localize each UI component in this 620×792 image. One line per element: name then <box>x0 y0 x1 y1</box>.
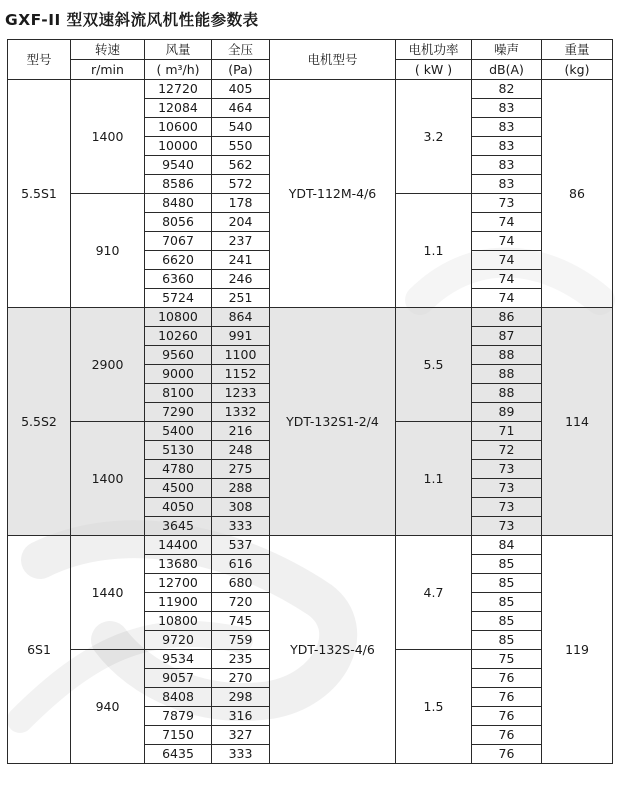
pressure-cell: 680 <box>212 574 270 593</box>
noise-cell: 86 <box>472 308 542 327</box>
airflow-cell: 8100 <box>145 384 212 403</box>
airflow-cell: 5400 <box>145 422 212 441</box>
noise-cell: 83 <box>472 156 542 175</box>
power-cell: 4.7 <box>396 536 472 650</box>
pressure-cell: 1332 <box>212 403 270 422</box>
model-cell: 5.5S2 <box>8 308 71 536</box>
speed-cell: 910 <box>71 194 145 308</box>
airflow-cell: 6435 <box>145 745 212 764</box>
pressure-cell: 248 <box>212 441 270 460</box>
noise-cell: 74 <box>472 213 542 232</box>
airflow-cell: 11900 <box>145 593 212 612</box>
airflow-cell: 9540 <box>145 156 212 175</box>
noise-cell: 74 <box>472 289 542 308</box>
table-row <box>8 80 613 99</box>
pressure-cell: 237 <box>212 232 270 251</box>
noise-cell: 76 <box>472 707 542 726</box>
noise-cell: 89 <box>472 403 542 422</box>
pressure-cell: 991 <box>212 327 270 346</box>
airflow-cell: 8586 <box>145 175 212 194</box>
pressure-cell: 745 <box>212 612 270 631</box>
model-cell: 6S1 <box>8 536 71 764</box>
noise-cell: 85 <box>472 631 542 650</box>
noise-cell: 73 <box>472 194 542 213</box>
pressure-cell: 537 <box>212 536 270 555</box>
header-pressure: 全压 <box>212 40 270 60</box>
airflow-cell: 6360 <box>145 270 212 289</box>
pressure-cell: 216 <box>212 422 270 441</box>
airflow-cell: 5724 <box>145 289 212 308</box>
noise-cell: 75 <box>472 650 542 669</box>
table-row <box>8 308 613 327</box>
airflow-cell: 5130 <box>145 441 212 460</box>
pressure-cell: 1233 <box>212 384 270 403</box>
noise-cell: 82 <box>472 80 542 99</box>
header-power: 电机功率 <box>396 40 472 60</box>
airflow-cell: 9720 <box>145 631 212 650</box>
pressure-cell: 308 <box>212 498 270 517</box>
noise-cell: 85 <box>472 612 542 631</box>
power-cell: 3.2 <box>396 80 472 194</box>
pressure-cell: 540 <box>212 118 270 137</box>
table-body <box>8 80 613 764</box>
noise-cell: 74 <box>472 251 542 270</box>
pressure-cell: 178 <box>212 194 270 213</box>
speed-cell: 1400 <box>71 80 145 194</box>
pressure-cell: 616 <box>212 555 270 574</box>
weight-cell: 114 <box>542 308 613 536</box>
noise-cell: 73 <box>472 460 542 479</box>
airflow-cell: 8408 <box>145 688 212 707</box>
noise-cell: 74 <box>472 232 542 251</box>
pressure-cell: 327 <box>212 726 270 745</box>
airflow-cell: 9000 <box>145 365 212 384</box>
pressure-cell: 562 <box>212 156 270 175</box>
pressure-cell: 246 <box>212 270 270 289</box>
airflow-cell: 12700 <box>145 574 212 593</box>
noise-cell: 85 <box>472 574 542 593</box>
noise-cell: 76 <box>472 669 542 688</box>
header-power-unit: ( kW ) <box>396 60 472 80</box>
power-cell: 1.5 <box>396 650 472 764</box>
noise-cell: 73 <box>472 479 542 498</box>
motor-cell: YDT-132S1-2/4 <box>270 308 396 536</box>
airflow-cell: 10800 <box>145 308 212 327</box>
airflow-cell: 9534 <box>145 650 212 669</box>
pressure-cell: 759 <box>212 631 270 650</box>
airflow-cell: 7290 <box>145 403 212 422</box>
airflow-cell: 8480 <box>145 194 212 213</box>
pressure-cell: 550 <box>212 137 270 156</box>
motor-cell: YDT-132S-4/6 <box>270 536 396 764</box>
pressure-cell: 1100 <box>212 346 270 365</box>
airflow-cell: 9057 <box>145 669 212 688</box>
pressure-cell: 251 <box>212 289 270 308</box>
noise-cell: 76 <box>472 726 542 745</box>
airflow-cell: 4780 <box>145 460 212 479</box>
pressure-cell: 1152 <box>212 365 270 384</box>
pressure-cell: 288 <box>212 479 270 498</box>
speed-cell: 1400 <box>71 422 145 536</box>
airflow-cell: 7150 <box>145 726 212 745</box>
noise-cell: 85 <box>472 593 542 612</box>
model-cell: 5.5S1 <box>8 80 71 308</box>
noise-cell: 71 <box>472 422 542 441</box>
airflow-cell: 3645 <box>145 517 212 536</box>
noise-cell: 72 <box>472 441 542 460</box>
pressure-cell: 204 <box>212 213 270 232</box>
power-cell: 5.5 <box>396 308 472 422</box>
noise-cell: 76 <box>472 688 542 707</box>
header-speed-unit: r/min <box>71 60 145 80</box>
airflow-cell: 9560 <box>145 346 212 365</box>
header-airflow: 风量 <box>145 40 212 60</box>
airflow-cell: 13680 <box>145 555 212 574</box>
weight-cell: 119 <box>542 536 613 764</box>
header-airflow-unit: ( m³/h) <box>145 60 212 80</box>
noise-cell: 74 <box>472 270 542 289</box>
noise-cell: 73 <box>472 517 542 536</box>
airflow-cell: 12084 <box>145 99 212 118</box>
pressure-cell: 298 <box>212 688 270 707</box>
header-model: 型号 <box>8 40 71 80</box>
pressure-cell: 405 <box>212 80 270 99</box>
noise-cell: 83 <box>472 175 542 194</box>
airflow-cell: 12720 <box>145 80 212 99</box>
header-pressure-unit: (Pa) <box>212 60 270 80</box>
motor-cell: YDT-112M-4/6 <box>270 80 396 308</box>
performance-table <box>7 39 613 764</box>
noise-cell: 88 <box>472 365 542 384</box>
noise-cell: 84 <box>472 536 542 555</box>
noise-cell: 83 <box>472 118 542 137</box>
airflow-cell: 4500 <box>145 479 212 498</box>
pressure-cell: 333 <box>212 517 270 536</box>
header-motor: 电机型号 <box>270 40 396 80</box>
pressure-cell: 572 <box>212 175 270 194</box>
pressure-cell: 720 <box>212 593 270 612</box>
table-row <box>8 536 613 555</box>
noise-cell: 73 <box>472 498 542 517</box>
speed-cell: 1440 <box>71 536 145 650</box>
airflow-cell: 10600 <box>145 118 212 137</box>
noise-cell: 76 <box>472 745 542 764</box>
airflow-cell: 7879 <box>145 707 212 726</box>
power-cell: 1.1 <box>396 194 472 308</box>
airflow-cell: 4050 <box>145 498 212 517</box>
noise-cell: 85 <box>472 555 542 574</box>
pressure-cell: 270 <box>212 669 270 688</box>
header-noise-unit: dB(A) <box>472 60 542 80</box>
pressure-cell: 864 <box>212 308 270 327</box>
pressure-cell: 333 <box>212 745 270 764</box>
noise-cell: 83 <box>472 137 542 156</box>
airflow-cell: 10000 <box>145 137 212 156</box>
page-title: GXF-II 型双速斜流风机性能参数表 <box>5 11 259 29</box>
header-weight-unit: (kg) <box>542 60 613 80</box>
weight-cell: 86 <box>542 80 613 308</box>
airflow-cell: 6620 <box>145 251 212 270</box>
noise-cell: 88 <box>472 346 542 365</box>
power-cell: 1.1 <box>396 422 472 536</box>
noise-cell: 83 <box>472 99 542 118</box>
header-noise: 噪声 <box>472 40 542 60</box>
header-weight: 重量 <box>542 40 613 60</box>
pressure-cell: 275 <box>212 460 270 479</box>
header-row <box>8 40 613 60</box>
airflow-cell: 10260 <box>145 327 212 346</box>
header-speed: 转速 <box>71 40 145 60</box>
airflow-cell: 10800 <box>145 612 212 631</box>
noise-cell: 87 <box>472 327 542 346</box>
pressure-cell: 241 <box>212 251 270 270</box>
noise-cell: 88 <box>472 384 542 403</box>
pressure-cell: 464 <box>212 99 270 118</box>
airflow-cell: 7067 <box>145 232 212 251</box>
airflow-cell: 14400 <box>145 536 212 555</box>
airflow-cell: 8056 <box>145 213 212 232</box>
pressure-cell: 316 <box>212 707 270 726</box>
pressure-cell: 235 <box>212 650 270 669</box>
speed-cell: 2900 <box>71 308 145 422</box>
speed-cell: 940 <box>71 650 145 764</box>
